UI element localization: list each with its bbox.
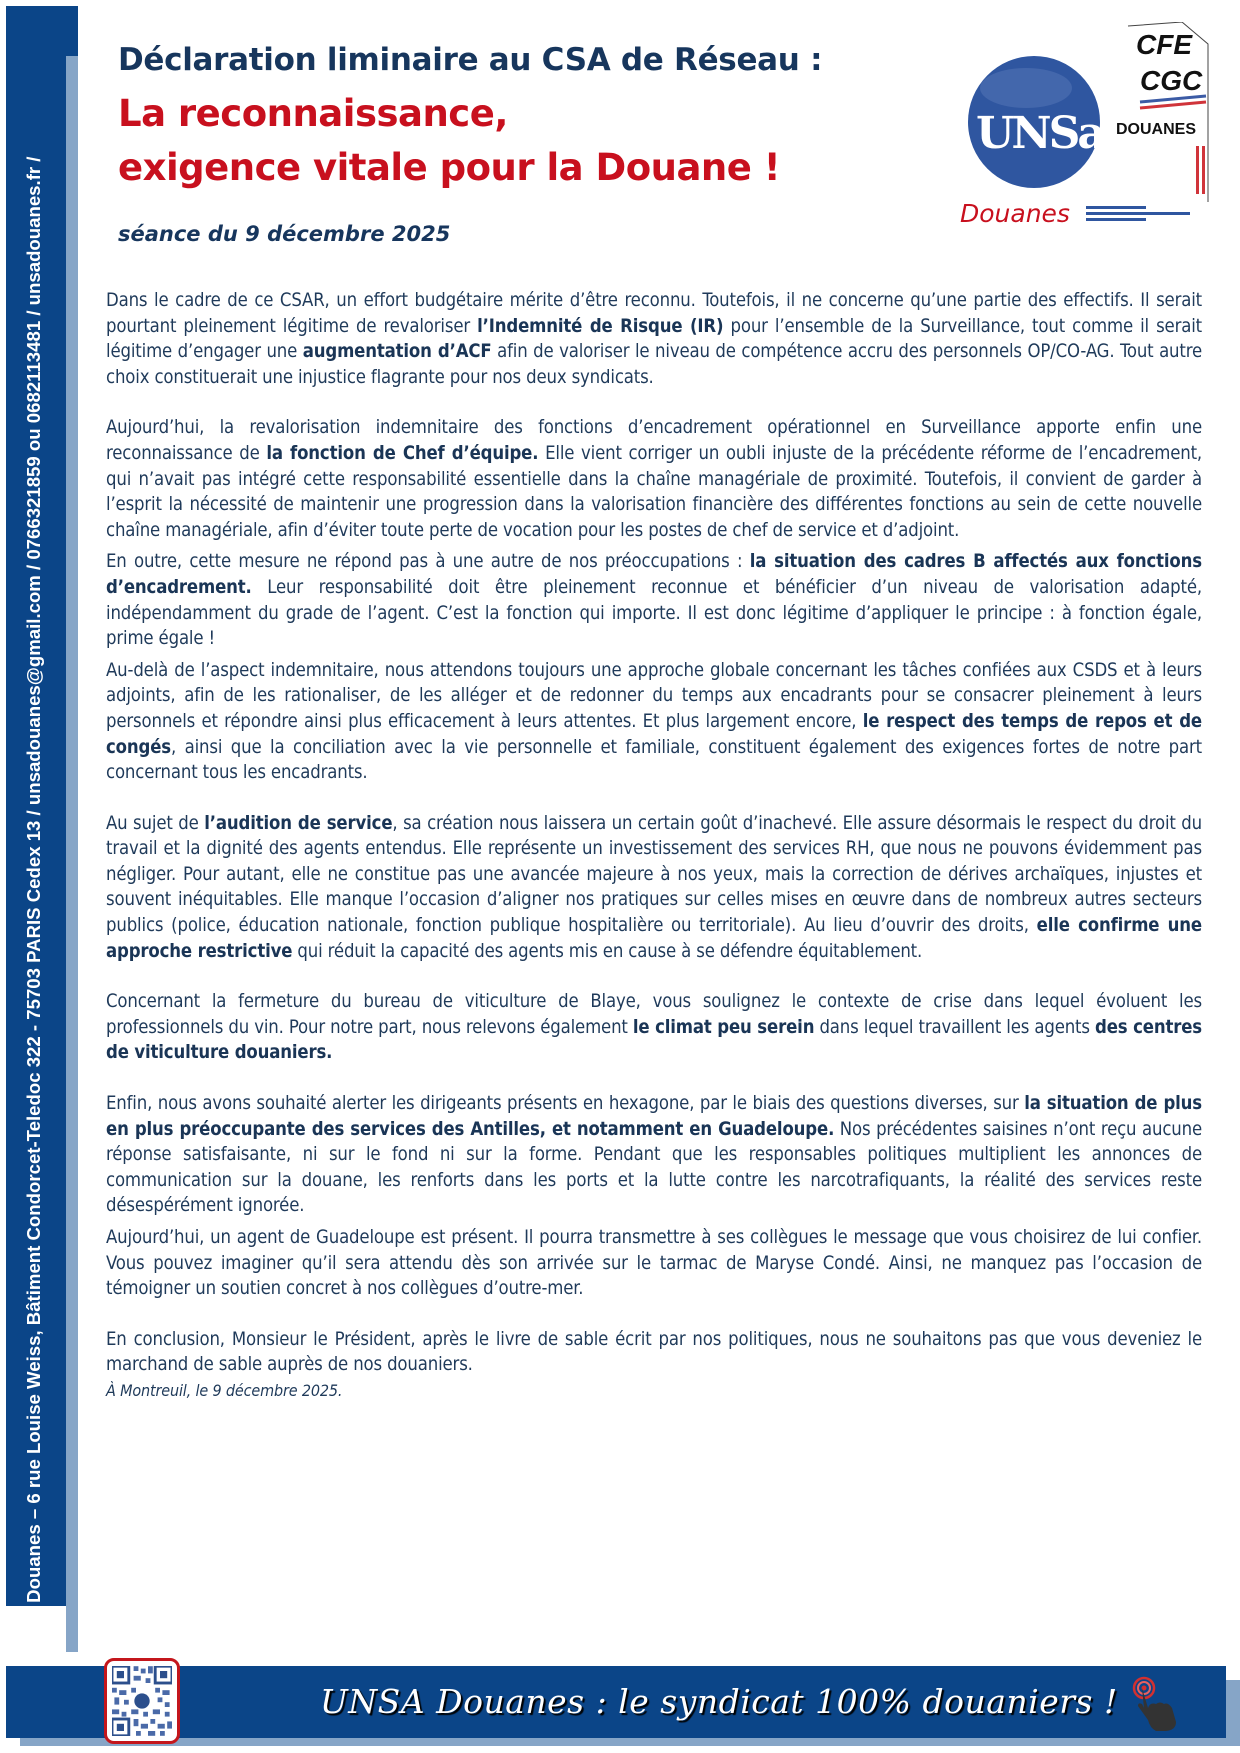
paragraph-text: pour l’ensemble de la Surveillance, tout comme il serait légitime d’engager une (106, 315, 1203, 363)
paragraph-text: Dans le cadre de ce CSAR, un effort budgétaire mérite d’être reconnu. Toutefois, il ne concerne qu’une partie des effectifs. Il serait pourtant pleinement légitime de revaloriser (106, 290, 1202, 337)
paragraph-text: dans lequel travaillent les agents (814, 1016, 1095, 1038)
emphasis-text: le climat peu serein (632, 1016, 815, 1038)
paragraph-text: afin de valoriser le niveau de compétence accru des personnels OP/CO-AG. Tout autre choix constituerait une injustice flagrante pour nos deux syndicats. (106, 341, 1203, 388)
qr-code-graphic (112, 1666, 172, 1736)
emphasis-text: la situation des cadres B affectés aux fonctions d’encadrement. (106, 551, 1202, 598)
qr-code-icon[interactable] (104, 1658, 180, 1744)
unsa-cfe-cgc-logo (960, 22, 1210, 232)
emphasis-text: des centres de viticulture douaniers. (106, 1016, 1203, 1064)
unsa-text: UNSa (976, 108, 1103, 159)
page-headline-line1: La reconnaissance, (118, 92, 508, 135)
paragraph-conclusion (106, 1327, 1202, 1378)
paragraph-cadres-b (106, 549, 1202, 651)
paragraph-chef-equipe (106, 415, 1202, 543)
footer-tagline: UNSA Douanes : le syndicat 100% douaniers ! (320, 1682, 1118, 1721)
paragraph-text: En outre, cette mesure ne répond pas à une autre de nos préoccupations : (106, 551, 750, 573)
sidebar-shadow (66, 56, 78, 1652)
page-headline-line2: exigence vitale pour la Douane ! (118, 146, 781, 189)
emphasis-text: le respect des temps de repos et de congés (106, 710, 1202, 758)
paragraph-text: Nos précédentes saisines n’ont reçu aucune réponse satisfaisante, ni sur le fond ni sur la forme. Pendant que les responsables politiques multiplient les annonces de communication sur la douane, les renforts dans les ports et la lutte contre les narcotrafiquants, la réalité des services reste désespérément ignorée. (106, 1118, 1202, 1217)
paragraph-text: Aujourd’hui, la revalorisation indemnitaire des fonctions d’encadrement opérationnel en Surveillance apporte enfin une reconnaissance de (106, 417, 1202, 464)
paragraph-text: Au-delà de l’aspect indemnitaire, nous attendons toujours une approche globale concernant les tâches confiées aux CSDS et à leurs adjoints, afin de les rationaliser, de les alléger et de redonner du temps aux encadrants pour se consacrer pleinement à leurs personnels et répondre ainsi plus efficacement à leurs attentes. Et plus largement encore, (106, 659, 1202, 732)
paragraph-audition (106, 811, 1202, 965)
emphasis-text: augmentation d’ACF (302, 341, 492, 363)
paragraph-text: En conclusion, Monsieur le Président, après le livre de sable écrit par nos politiques, nous ne souhaitons pas que vous deveniez le marchand de sable auprès de nos douaniers. (106, 1328, 1202, 1376)
sidebar-contact-text: UNSA Douanes – 6 rue Louise Weiss, Bâtiment Condorcet-Teledoc 322 - 75703 PARIS Cedex 13 / unsadouanes@gmail.com / 0766321859 ou 0682113481 / unsadouanes.fr / (23, 156, 44, 1660)
paragraph-text: Concernant la fermeture du bureau de viticulture de Blaye, vous soulignez le contexte de crise dans lequel évoluent les professionnels du vin. Pour notre part, nous relevons également (106, 991, 1202, 1038)
session-date: séance du 9 décembre 2025 (118, 222, 451, 246)
cfe-text: CFE (1136, 29, 1192, 60)
pointing-hand-icon (1130, 1676, 1180, 1732)
douanes-text: Douanes (960, 199, 1070, 228)
emphasis-text: l’Indemnité de Risque (IR) (477, 315, 724, 337)
paragraph-text: Elle vient corriger un oubli injuste de la précédente réforme de l’encadrement, qui n’avait pas intégré cette responsabilité essentielle dans la chaîne managériale de proximité. Toutefois, il convient de garder à l’esprit la nécessité de maintenir une progression dans la valorisation financière des différentes fonctions au sein de cette nouvelle chaîne managériale, afin d’éviter toute perte de vocation pour les postes de chef de service et d’adjoint. (106, 442, 1203, 541)
paragraph-text: qui réduit la capacité des agents mis en cause à se défendre équitablement. (292, 940, 923, 962)
paragraph-text: , sa création nous laissera un certain goût d’inachevé. Elle assure désormais le respect du droit du travail et la dignité des agents entendus. Elle représente un investissement des services RH, que nous ne pouvons évidemment pas négliger. Pour autant, elle ne constitue pas une avancée majeure à nos yeux, mais la correction de dérives archaïques, injustes et souvent inéquitables. Elle manque l’occasion d’aligner nos pratiques sur celles mises en œuvre dans de nombreux autres secteurs publics (police, éducation nationale, fonction publique hospitalière ou territoriale). Au lieu d’ouvrir des droits, (106, 812, 1202, 937)
cgc-text: CGC (1140, 65, 1203, 96)
emphasis-text: la fonction de Chef d’équipe. (266, 442, 539, 464)
page-title: Déclaration liminaire au CSA de Réseau : (118, 42, 823, 78)
paragraph-guadeloupe (106, 1225, 1202, 1302)
paragraph-text: , ainsi que la conciliation avec la vie personnelle et familiale, constituent également des exigences fortes de notre part concernant tous les encadrants. (106, 736, 1202, 784)
paragraph-text: Au sujet de (106, 812, 205, 834)
paragraph-text: Aujourd’hui, un agent de Guadeloupe est présent. Il pourra transmettre à ses collègues le message que vous choisirez de lui confier. Vous pouvez imaginer qu’il sera attendu dès son arrivée sur le tarmac de Maryse Condé. Ainsi, ne manquez pas l’occasion de témoigner un soutien concret à nos collègues d’outre-mer. (106, 1227, 1202, 1300)
paragraph-antilles (106, 1091, 1202, 1219)
emphasis-text: l’audition de service (204, 812, 393, 834)
paragraph-text: Leur responsabilité doit être pleinement reconnue et bénéficier d’un niveau de valorisation adapté, indépendamment du grade de l’agent. C’est la fonction qui importe. Il est donc légitime d’appliquer le principe : à fonction égale, prime égale ! (106, 576, 1202, 650)
paragraph-text: Enfin, nous avons souhaité alerter les dirigeants présents en hexagone, par le biais des questions diverses, sur (106, 1093, 1025, 1115)
paragraph-budget (106, 288, 1202, 390)
cfe-douanes-text: DOUANES (1116, 121, 1197, 138)
emphasis-text: elle confirme une approche restrictive (106, 915, 1202, 962)
paragraph-encadrants (106, 658, 1202, 786)
signature: À Montreuil, le 9 décembre 2025. (106, 1380, 343, 1400)
paragraph-viticulture (106, 989, 1202, 1066)
declaration-body (106, 288, 1202, 1404)
emphasis-text: la situation de plus en plus préoccupante des services des Antilles, et notamment en Guadeloupe. (106, 1093, 1202, 1140)
